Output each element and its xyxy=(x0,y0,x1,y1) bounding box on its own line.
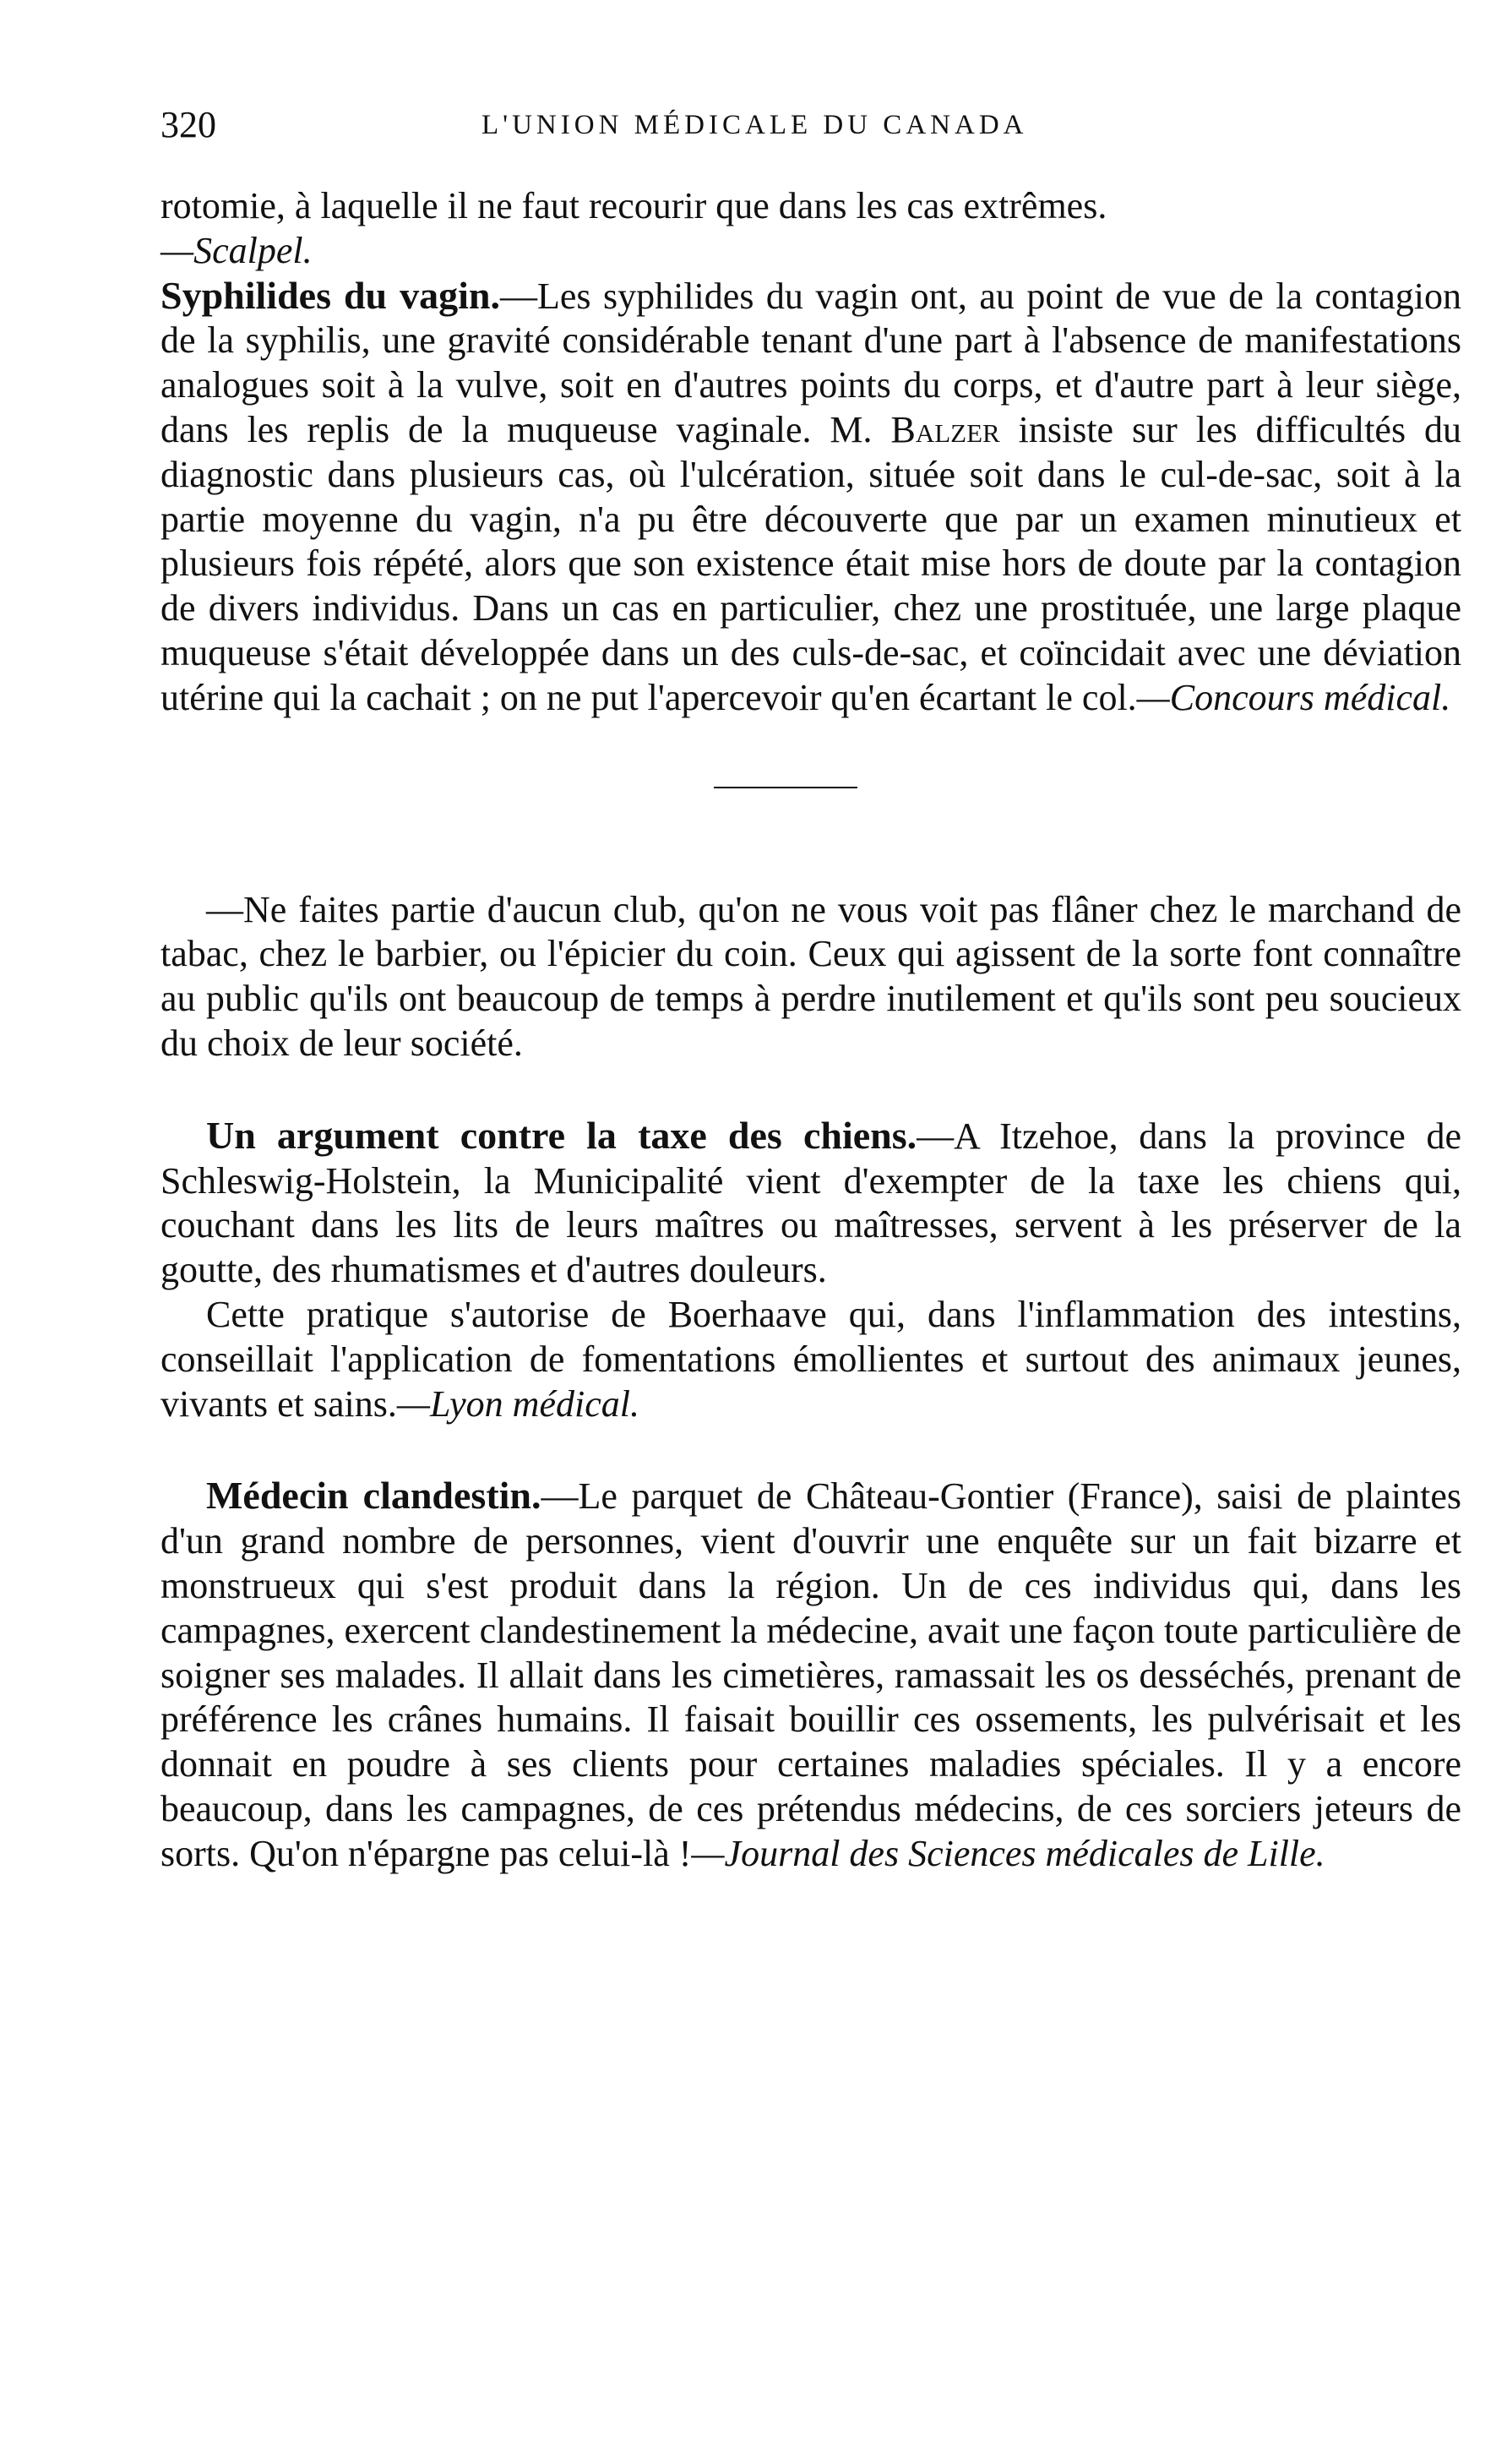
article-chiens xyxy=(160,1114,1461,1293)
medecin-heading: Médecin clandestin. xyxy=(206,1474,541,1518)
article-chiens-continued xyxy=(160,1293,1461,1426)
page-header xyxy=(160,100,1461,150)
chiens-text-2: Cette pratique s'autorise de Boerhaave qui, dans l'inflammation des intestins, conseillait l'application de fomentations émollientes et surtout des animaux jeunes, vivants et sains. xyxy=(160,1293,1461,1425)
article-medecin xyxy=(160,1474,1461,1876)
article-club xyxy=(160,888,1461,1066)
medecin-text: —Le parquet de Château-Gontier (France), saisi de plaintes d'un grand nombre de personnes, vient d'ouvrir une enquête sur un fait bizarre et monstrueux qui s'est produit dans la région. Un de ces individus qui, dans les campagnes, exercent clandestinement la médecine, avait une façon toute particulière de soigner ses malades. Il allait dans les cimetières, ramassait les os desséchés, prenant de préférence les crânes humains. Il faisait bouillir ces ossements, les pulvérisait et les donnait en poudre à ses clients pour certaines maladies spéciales. Il y a encore beaucoup, dans les campagnes, de ces prétendus médecins, de ces sorciers jeteurs de sorts. Qu'on n'épargne pas celui-là ! xyxy=(160,1475,1461,1874)
syphilides-heading: Syphilides du vagin. xyxy=(160,273,500,317)
syphilides-text-b: insiste sur les difficultés du diagnostic dans plusieurs cas, où l'ulcération, située soit dans le cul-de-sac, soit à la partie moyenne du vagin, n'a pu être découverte que par un examen minutieux et plusieurs fois répété, alors que son existence était mise hors de doute par la contagion de divers individus. Dans un cas en particulier, chez une prostituée, une large plaque muqueuse s'était développée dans un des culs-de-sac, et coïncidait avec une déviation utérine qui la cachait ; on ne put l'apercevoir qu'en écartant le col. xyxy=(160,408,1462,718)
page-number: 320 xyxy=(160,104,216,145)
article-syphilides xyxy=(160,274,1461,721)
rotomie-source: —Scalpel. xyxy=(160,229,313,271)
author-name: Balzer xyxy=(890,408,1000,450)
section-divider xyxy=(714,787,857,788)
rotomie-text: rotomie, à laquelle il ne faut recourir que dans les cas extrêmes. xyxy=(160,185,1107,226)
body-text xyxy=(160,184,1461,1877)
chiens-text: —A Itzehoe, dans la province de Schleswig-Holstein, la Municipalité vient d'exempter de la taxe les chiens qui, couchant dans les lits de leurs maîtres ou maîtresses, servent à les préserver de la goutte, des rhumatismes et d'autres douleurs. xyxy=(160,1115,1462,1291)
chiens-source: —Lyon médical. xyxy=(396,1382,639,1425)
running-head: L'UNION MÉDICALE DU CANADA xyxy=(481,110,1028,140)
medecin-source: —Journal des Sciences médicales de Lille. xyxy=(691,1832,1325,1874)
syphilides-source: —Concours médical. xyxy=(1136,676,1451,718)
paragraph-rotomie xyxy=(160,184,1461,274)
club-text: —Ne faites partie d'aucun club, qu'on ne vous voit pas flâner chez le marchand de tabac, chez le barbier, ou l'épicier du coin. Ceux qui agissent de la sorte font connaître au public qu'ils ont beaucoup de temps à perdre inutilement et qu'ils sont peu soucieux du choix de leur société. xyxy=(160,888,1461,1064)
chiens-heading: Un argument contre la taxe des chiens. xyxy=(206,1113,917,1157)
syphilides-text-a: —Les syphilides du vagin ont, au point de vue de la contagion de la syphilis, une gravité considérable tenant d'une part à l'absence de manifestations analogues soit à la vulve, soit en d'autres points du corps, et d'autre part à leur siège, dans les replis de la muqueuse vaginale. M. xyxy=(160,275,1461,450)
